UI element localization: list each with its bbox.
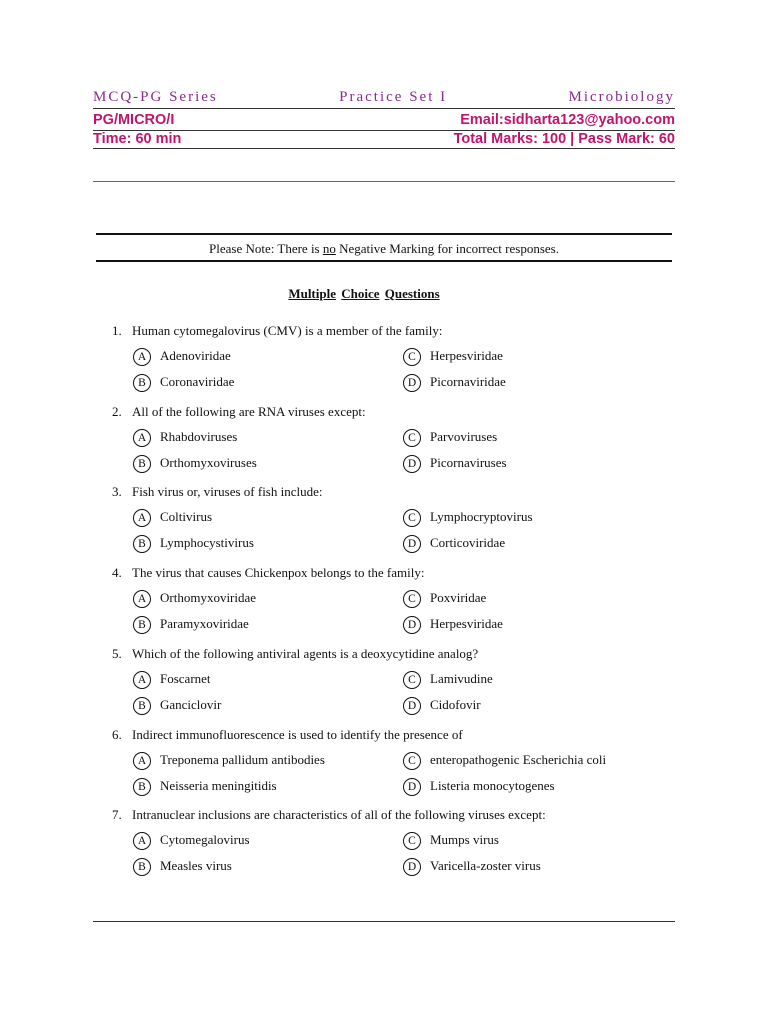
option-letter-circle-icon: D <box>403 616 421 634</box>
option-text: Poxviridae <box>430 590 487 605</box>
document-header <box>93 89 675 107</box>
option-letter-circle-icon: C <box>403 590 421 608</box>
contact-email: Email:sidharta123@yahoo.com <box>460 112 675 128</box>
question-text: Fish virus or, viruses of fish include: <box>132 484 323 499</box>
option-text: Coltivirus <box>160 509 213 524</box>
option-letter-circle-icon: D <box>403 535 421 553</box>
question-number: 5. <box>112 646 122 661</box>
option-letter-circle-icon: B <box>133 374 151 392</box>
question-text: Which of the following antiviral agents is a deoxycytidine analog? <box>132 646 479 661</box>
section-title-word-1: Multiple <box>288 286 336 301</box>
option-text: Picornaviruses <box>430 455 507 470</box>
option-letter-circle-icon: A <box>133 832 151 850</box>
question-text: Human cytomegalovirus (CMV) is a member of the family: <box>132 323 443 338</box>
option-letter-circle-icon: D <box>403 374 421 392</box>
note-bottom-rule <box>96 260 672 262</box>
note-prefix: Please Note: There is <box>209 241 323 256</box>
option-text: Orthomyxoviruses <box>160 455 257 470</box>
option-text: Parvoviruses <box>430 429 498 444</box>
option-text: Neisseria meningitidis <box>160 778 277 793</box>
option-text: Lamivudine <box>430 671 493 686</box>
option-letter-circle-icon: C <box>403 832 421 850</box>
option-text: Ganciclovir <box>160 697 222 712</box>
option-letter-circle-icon: B <box>133 616 151 634</box>
option-letter-circle-icon: D <box>403 697 421 715</box>
question-number: 7. <box>112 807 122 822</box>
option-text: enteropathogenic Escherichia coli <box>430 752 607 767</box>
footer-divider <box>93 921 675 922</box>
option-letter-circle-icon: C <box>403 752 421 770</box>
question-number: 6. <box>112 727 122 742</box>
option-text: Varicella-zoster virus <box>430 858 541 873</box>
meta-row-time <box>93 131 675 147</box>
option-letter-circle-icon: A <box>133 671 151 689</box>
option-text: Listeria monocytogenes <box>430 778 555 793</box>
option-letter-circle-icon: B <box>133 455 151 473</box>
option-text: Adenoviridae <box>160 348 231 363</box>
option-letter-circle-icon: D <box>403 778 421 796</box>
option-text: Corticoviridae <box>430 535 506 550</box>
option-letter-circle-icon: B <box>133 535 151 553</box>
question-text: Intranuclear inclusions are characteristics of all of the following viruses except: <box>132 807 546 822</box>
note-suffix: Negative Marking for incorrect responses. <box>335 241 559 256</box>
section-title-word-2: Choice <box>341 286 380 301</box>
option-text: Mumps virus <box>430 832 499 847</box>
option-text: Cytomegalovirus <box>160 832 250 847</box>
option-letter-circle-icon: D <box>403 455 421 473</box>
option-text: Rhabdoviruses <box>160 429 238 444</box>
option-text: Herpesviridae <box>430 348 503 363</box>
option-letter-circle-icon: A <box>133 752 151 770</box>
note-top-rule <box>96 233 672 235</box>
time-limit: Time: 60 min <box>93 131 182 147</box>
option-letter-circle-icon: A <box>133 590 151 608</box>
header-divider <box>93 108 675 109</box>
negative-marking-note <box>96 241 672 257</box>
option-letter-circle-icon: C <box>403 348 421 366</box>
marks-info: Total Marks: 100 | Pass Mark: 60 <box>453 131 675 147</box>
course-code: PG/MICRO/I <box>93 112 175 128</box>
section-divider <box>93 181 675 182</box>
practice-set-title: Practice Set I <box>339 89 448 105</box>
option-letter-circle-icon: D <box>403 858 421 876</box>
question-text: The virus that causes Chickenpox belongs to the family: <box>132 565 425 580</box>
option-text: Paramyxoviridae <box>160 616 249 631</box>
meta-divider-2 <box>93 148 675 149</box>
question-text: All of the following are RNA viruses except: <box>132 404 366 419</box>
section-title-word-3: Questions <box>384 286 440 301</box>
option-letter-circle-icon: C <box>403 429 421 447</box>
subject-title: Microbiology <box>568 89 675 105</box>
option-letter-circle-icon: B <box>133 697 151 715</box>
option-letter-circle-icon: A <box>133 429 151 447</box>
option-text: Coronaviridae <box>160 374 235 389</box>
meta-row-code <box>93 112 675 128</box>
question-number: 3. <box>112 484 122 499</box>
option-text: Lymphocystivirus <box>160 535 254 550</box>
option-text: Lymphocryptovirus <box>430 509 533 524</box>
option-letter-circle-icon: B <box>133 858 151 876</box>
question-number: 4. <box>112 565 122 580</box>
option-letter-circle-icon: C <box>403 509 421 527</box>
option-text: Treponema pallidum antibodies <box>160 752 325 767</box>
option-letter-circle-icon: A <box>133 509 151 527</box>
option-text: Orthomyxoviridae <box>160 590 257 605</box>
option-text: Measles virus <box>160 858 232 873</box>
option-text: Cidofovir <box>430 697 481 712</box>
option-text: Foscarnet <box>160 671 211 686</box>
option-text: Herpesviridae <box>430 616 503 631</box>
section-title <box>0 286 728 302</box>
option-letter-circle-icon: C <box>403 671 421 689</box>
series-title: MCQ-PG Series <box>93 89 218 105</box>
option-text: Picornaviridae <box>430 374 506 389</box>
note-emphasis: no <box>322 241 336 256</box>
question-text: Indirect immunofluorescence is used to identify the presence of <box>132 727 463 742</box>
option-letter-circle-icon: A <box>133 348 151 366</box>
option-letter-circle-icon: B <box>133 778 151 796</box>
question-number: 1. <box>112 323 122 338</box>
question-number: 2. <box>112 404 122 419</box>
